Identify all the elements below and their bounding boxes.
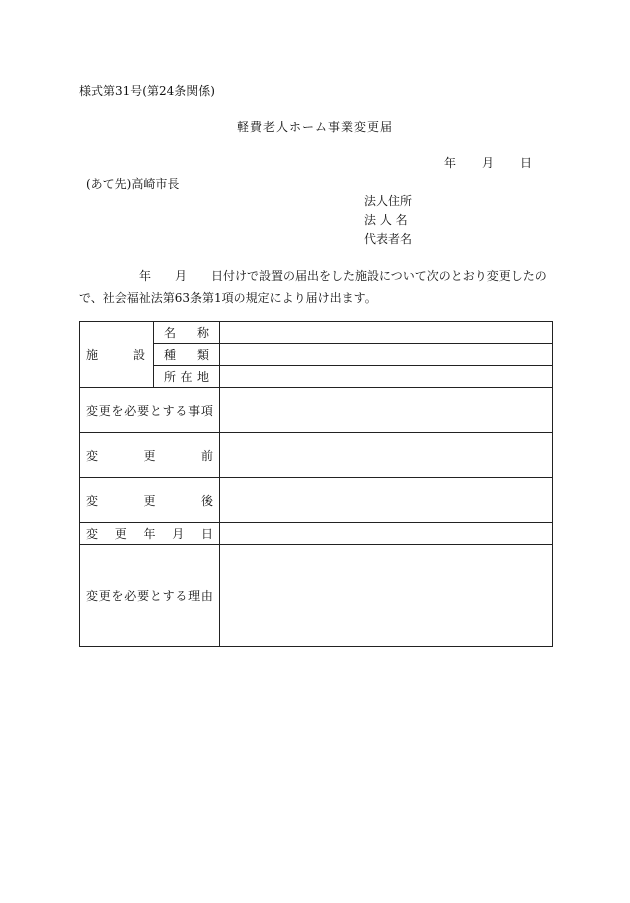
change-date-label-cell bbox=[80, 523, 220, 545]
change-reason-label-cell bbox=[80, 545, 220, 647]
body-text-line1: 日付けで設置の届出をした施設について次のとおり変更したの bbox=[211, 269, 547, 283]
applicant-representative-label: 代表者名 bbox=[364, 232, 413, 246]
date-month: 月 bbox=[482, 156, 495, 170]
change-form-table bbox=[79, 321, 553, 647]
after-change-value[interactable] bbox=[220, 478, 553, 523]
form-title: 軽費老人ホーム事業変更届 bbox=[236, 120, 393, 134]
row-facility-name bbox=[80, 322, 553, 344]
change-reason-value[interactable] bbox=[220, 545, 553, 647]
type-label: 種 類 bbox=[164, 348, 209, 362]
name-label-cell bbox=[154, 322, 220, 344]
change-reason-label: 変 更 を 必 要 と す る 理 由 bbox=[86, 589, 213, 603]
row-change-matters bbox=[80, 388, 553, 433]
applicant-name-label: 法 人 名 bbox=[364, 213, 408, 227]
location-label: 所 在 地 bbox=[164, 370, 209, 384]
body-text bbox=[79, 265, 554, 309]
change-matters-value[interactable] bbox=[220, 388, 553, 433]
before-change-label-cell bbox=[80, 433, 220, 478]
body-month: 月 bbox=[175, 269, 188, 283]
submission-date bbox=[444, 154, 532, 171]
change-matters-label: 変 更 を 必 要 と す る 事 項 bbox=[86, 403, 213, 418]
facility-label: 施 設 bbox=[86, 348, 145, 362]
change-date-value[interactable] bbox=[220, 523, 553, 545]
facility-label-cell bbox=[80, 322, 154, 388]
applicant-block bbox=[364, 192, 412, 249]
body-text-line2: で、社会福祉法第63条第1項の規定により届け出ます。 bbox=[79, 291, 377, 305]
facility-location-value[interactable] bbox=[220, 366, 553, 388]
change-matters-label-cell bbox=[80, 388, 220, 433]
facility-name-value[interactable] bbox=[220, 322, 553, 344]
facility-type-value[interactable] bbox=[220, 344, 553, 366]
form-number: 様式第31号(第24条関係) bbox=[79, 84, 215, 98]
after-change-label: 変 更 後 bbox=[86, 493, 213, 508]
row-after-change bbox=[80, 478, 553, 523]
location-label-cell bbox=[154, 366, 220, 388]
before-change-value[interactable] bbox=[220, 433, 553, 478]
row-change-date bbox=[80, 523, 553, 545]
before-change-label: 変 更 前 bbox=[86, 448, 213, 463]
row-change-reason bbox=[80, 545, 553, 647]
after-change-label-cell bbox=[80, 478, 220, 523]
body-year: 年 bbox=[139, 269, 152, 283]
row-before-change bbox=[80, 433, 553, 478]
addressee: (あて先)高崎市長 bbox=[86, 177, 180, 191]
date-year: 年 bbox=[444, 156, 457, 170]
name-label: 名 称 bbox=[164, 326, 209, 340]
date-day: 日 bbox=[520, 156, 533, 170]
type-label-cell bbox=[154, 344, 220, 366]
change-date-label: 変 更 年 月 日 bbox=[86, 527, 213, 541]
applicant-address-label: 法人住所 bbox=[364, 194, 413, 208]
